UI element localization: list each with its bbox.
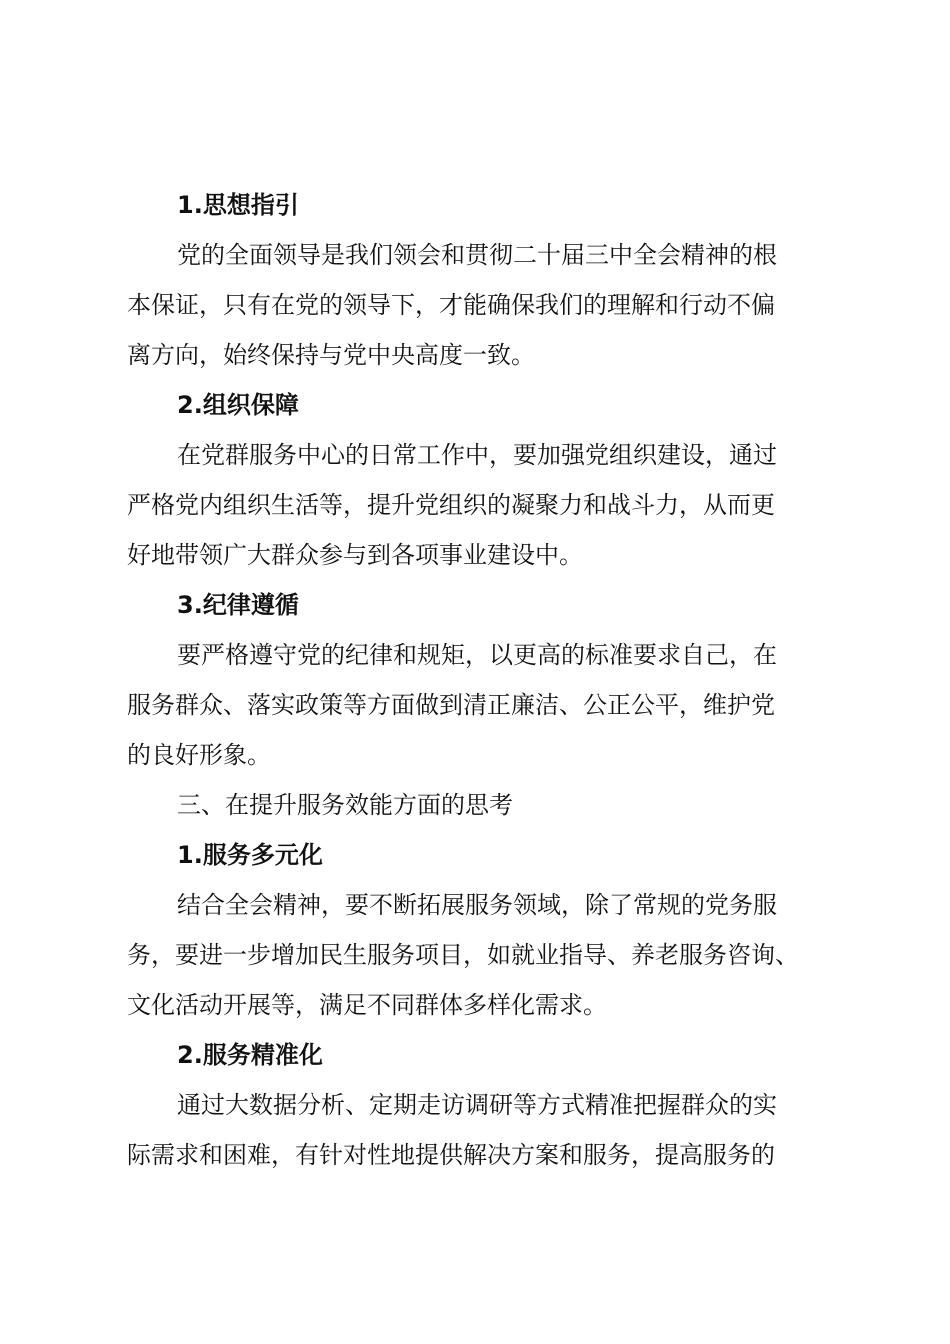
subheading-ideological-guidance: 1.思想指引 (177, 191, 299, 219)
paragraph-line: 本保证，只有在党的领导下，才能确保我们的理解和行动不偏 (127, 291, 775, 319)
paragraph-line: 通过大数据分析、定期走访调研等方式精准把握群众的实 (177, 1091, 777, 1119)
paragraph-line: 文化活动开展等，满足不同群体多样化需求。 (127, 991, 607, 1019)
paragraph-line: 离方向，始终保持与党中央高度一致。 (127, 341, 535, 369)
paragraph-line: 党的全面领导是我们领会和贯彻二十届三中全会精神的根 (177, 241, 777, 269)
paragraph-line: 严格党内组织生活等，提升党组织的凝聚力和战斗力，从而更 (127, 491, 775, 519)
subheading-service-precision: 2.服务精准化 (177, 1041, 323, 1069)
document-body (127, 180, 837, 1180)
paragraph-line: 务，要进一步增加民生服务项目，如就业指导、养老服务咨询、 (127, 941, 799, 969)
paragraph-line: 结合全会精神，要不断拓展服务领域，除了常规的党务服 (177, 891, 777, 919)
paragraph-line: 的良好形象。 (127, 741, 271, 769)
paragraph-line: 服务群众、落实政策等方面做到清正廉洁、公正公平，维护党 (127, 691, 775, 719)
section-heading: 三、在提升服务效能方面的思考 (177, 791, 513, 819)
paragraph-line: 要严格遵守党的纪律和规矩，以更高的标准要求自己，在 (177, 641, 777, 669)
paragraph-line: 好地带领广大群众参与到各项事业建设中。 (127, 541, 583, 569)
subheading-service-diversification: 1.服务多元化 (177, 841, 323, 869)
subheading-discipline: 3.纪律遵循 (177, 591, 299, 619)
subheading-organizational-guarantee: 2.组织保障 (177, 391, 299, 419)
paragraph-line: 际需求和困难，有针对性地提供解决方案和服务，提高服务的 (127, 1141, 775, 1169)
paragraph-line: 在党群服务中心的日常工作中，要加强党组织建设，通过 (177, 441, 777, 469)
